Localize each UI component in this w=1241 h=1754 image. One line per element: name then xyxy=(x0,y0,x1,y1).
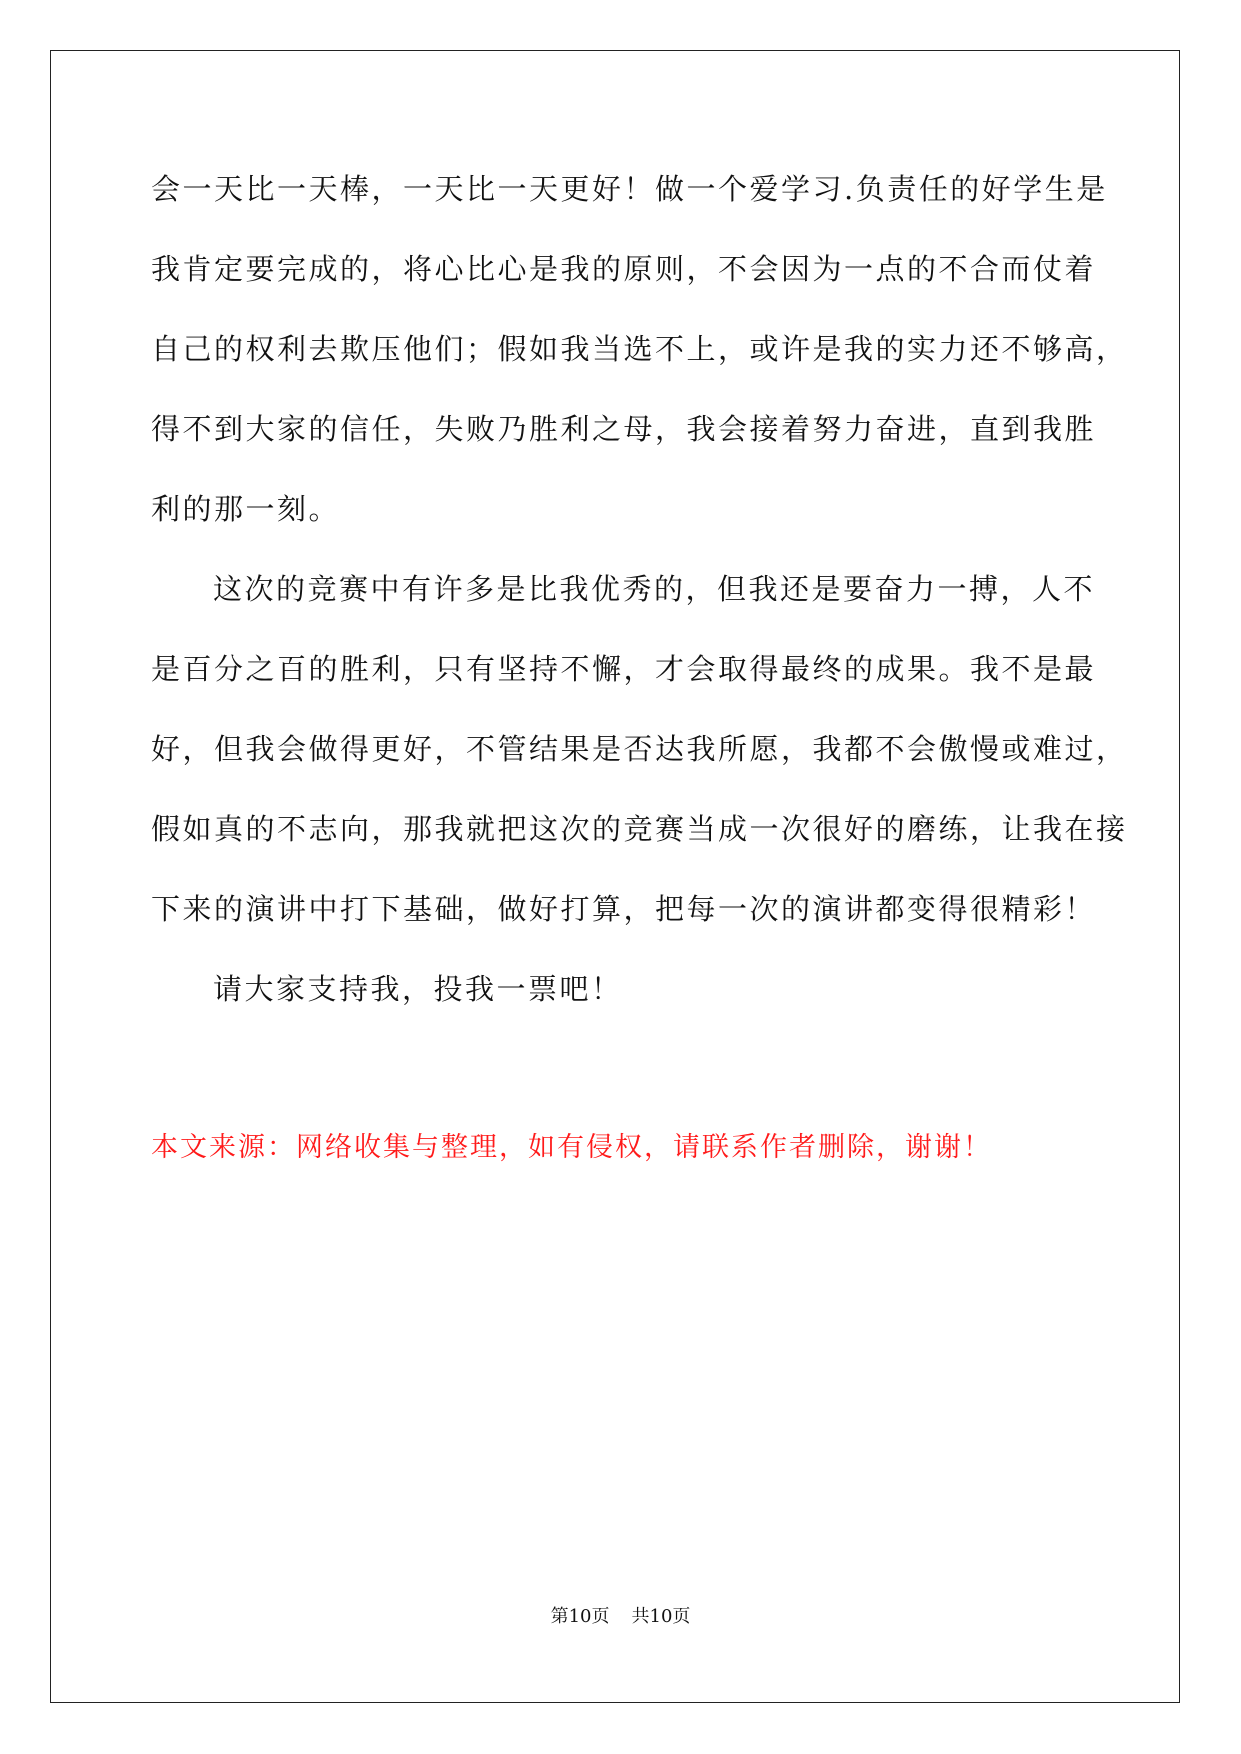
page-number: 第10页 xyxy=(550,1606,610,1627)
text-line: 得不到大家的信任，失败乃胜利之母，我会接着努力奋进，直到我胜 xyxy=(151,412,1097,446)
text-line: 假如真的不志向，那我就把这次的竞赛当成一次很好的磨练，让我在接 xyxy=(151,812,1128,846)
source-note: 本文来源：网络收集与整理，如有侵权，请联系作者删除，谢谢！ xyxy=(151,1132,992,1163)
page-frame xyxy=(50,50,1180,1703)
page-footer xyxy=(0,1603,1241,1631)
text-line: 好，但我会做得更好，不管结果是否达我所愿，我都不会傲慢或难过， xyxy=(151,732,1128,766)
text-line: 下来的演讲中打下基础，做好打算，把每一次的演讲都变得很精彩！ xyxy=(151,892,1097,926)
text-line: 自己的权利去欺压他们；假如我当选不上，或许是我的实力还不够高， xyxy=(151,332,1128,366)
text-line: 是百分之百的胜利，只有坚持不懈，才会取得最终的成果。我不是最 xyxy=(151,652,1097,686)
text-line: 利的那一刻。 xyxy=(151,492,341,526)
text-line: 这次的竞赛中有许多是比我优秀的，但我还是要奋力一搏，人不 xyxy=(213,572,1096,606)
text-line: 请大家支持我，投我一票吧！ xyxy=(213,972,623,1006)
text-line: 会一天比一天棒，一天比一天更好！做一个爱学习.负责任的好学生是 xyxy=(151,172,1108,206)
text-line: 我肯定要完成的，将心比心是我的原则，不会因为一点的不合而仗着 xyxy=(151,252,1097,286)
page-total: 共10页 xyxy=(631,1606,691,1627)
